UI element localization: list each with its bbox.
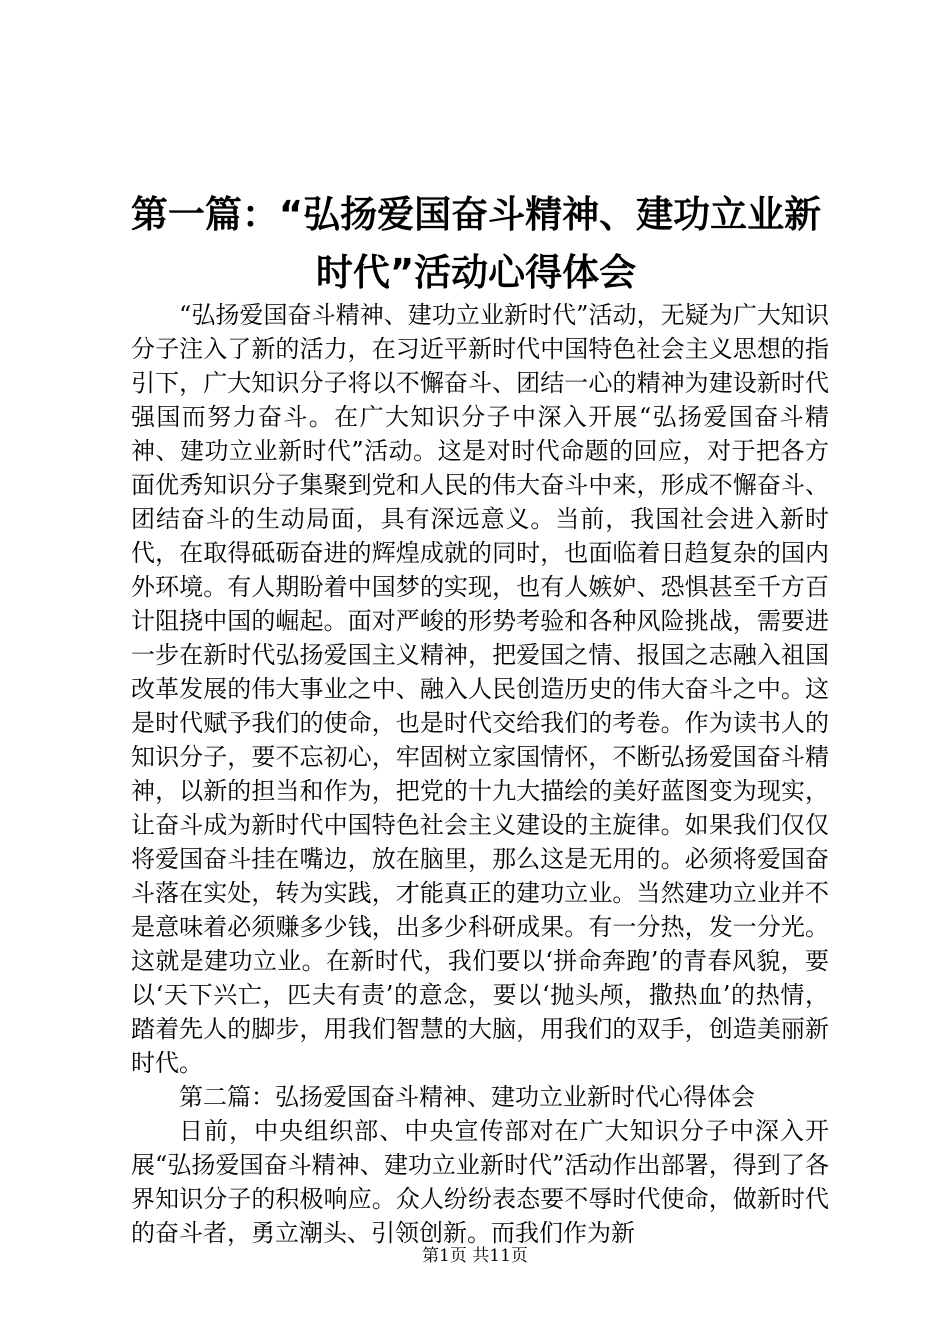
document-body xyxy=(131,298,829,1250)
document-title: 第一篇：“弘扬爱国奋斗精神、建功立业新时代”活动心得体会 xyxy=(130,193,822,294)
section-heading-2: 第二篇：弘扬爱国奋斗精神、建功立业新时代心得体会 xyxy=(179,1083,755,1111)
page-footer: 第1页 共11页 xyxy=(422,1246,528,1266)
paragraph-1: “弘扬爱国奋斗精神、建功立业新时代”活动，无疑为广大知识分子注入了新的活力，在习近平新时代中国特色社会主义思想的指引下，广大知识分子将以不懈奋斗、团结一心的精神为建设新时代强国而努力奋斗。在广大知识分子中深入开展“弘扬爱国奋斗精神、建功立业新时代”活动。这是对时代命题的回应，对于把各方面优秀知识分子集聚到党和人民的伟大奋斗中来，形成不懈奋斗、团结奋斗的生动局面，具有深远意义。当前，我国社会进入新时代，在取得砥砺奋进的辉煌成就的同时，也面临着日趋复杂的国内外环境。有人期盼着中国梦的实现，也有人嫉妒、恐惧甚至千方百计阻挠中国的崛起。面对严峻的形势考验和各种风险挑战，需要进一步在新时代弘扬爱国主义精神，把爱国之情、报国之志融入祖国改革发展的伟大事业之中、融入人民创造历史的伟大奋斗之中。这是时代赋予我们的使命，也是时代交给我们的考卷。作为读书人的知识分子，要不忘初心，牢固树立家国情怀，不断弘扬爱国奋斗精神，以新的担当和作为，把党的十九大描绘的美好蓝图变为现实，让奋斗成为新时代中国特色社会主义建设的主旋律。如果我们仅仅将爱国奋斗挂在嘴边，放在脑里，那么这是无用的。必须将爱国奋斗落在实处，转为实践，才能真正的建功立业。当然建功立业并不是意味着必须赚多少钱，出多少科研成果。有一分热，发一分光。这就是建功立业。在新时代，我们要以‘拼命奔跑’的青春风貌，要以‘天下兴亡，匹夫有责’的意念，要以‘抛头颅，撒热血’的热情，踏着先人的脚步，用我们智慧的大脑，用我们的双手，创造美丽新时代。 xyxy=(131,301,829,1077)
paragraph-2: 日前，中央组织部、中央宣传部对在广大知识分子中深入开展“弘扬爱国奋斗精神、建功立业新时代”活动作出部署，得到了各界知识分子的积极响应。众人纷纷表态要不辱时代使命，做新时代的奋斗者，勇立潮头、引领创新。而我们作为新 xyxy=(131,1117,829,1247)
